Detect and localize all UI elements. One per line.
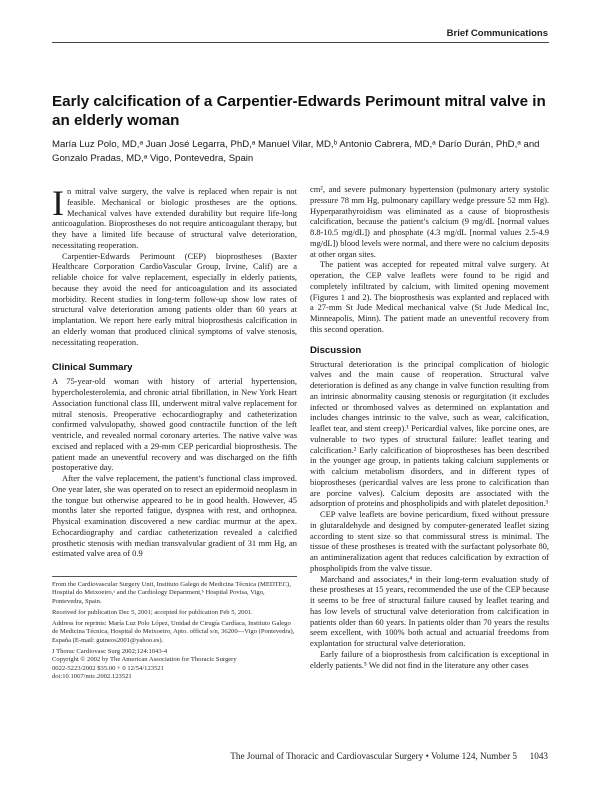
clinical-paragraph-2: After the valve replacement, the patient’s functional class improved. One year later, she was operated on to resect an epidermoid neoplasm in the tongue but otherwise appeared to be in good health. However, 45 months later she reported fatigue, dyspnea with rest, and orthopnea. Physical examination discovered a new cardiac murmur at the apex. Echocardiography and cardiac catheterization revealed a calcified prosthetic stenosis with median transvalvular gradient of 31 mm Hg, an estimated valve area of 0.9 [52,473,297,559]
footnote-journal: J Thorac Cardiovasc Surg 2002;124:1043-4 [52,648,168,656]
footnote-issn: 0022-5223/2002 $35.00 + 0 12/54/123521 [52,664,164,672]
article-title: Early calcification of a Carpentier-Edwards Perimount mitral valve in an elderly woman [52,93,546,129]
intro-paragraph-1-text: n mitral valve surgery, the valve is replaced when repair is not feasible. Mechanical or biologic prostheses are the options. Mechanical valves have extended durability but require life-long anticoagulation. Bioprostheses do not require anticoagulant therapy, but they have a limited life because of structural valve deterioration, necessitating reoperation. [52,186,297,250]
page-footer [230,751,548,761]
intro-paragraph-1 [52,183,297,251]
discussion-paragraph-3: Marchand and associates,⁴ in their long-term evaluation study of these prostheses at 15 years, recommended the use of the CEP because it seems to be free of structural failure caused by leaflet tearing and has low levels of structural valve deterioration from calcification in patients older than 60 years. In patients older than 70 years the results seem excellent, with 100% both actual and actuarial freedoms from explantation for structural valve deterioration. [310,573,549,648]
section-label: Brief Communications [446,28,548,39]
footnote-doi: doi:10.1067/mtc.2002.123521 [52,672,132,680]
clinical-continuation: cm², and severe pulmonary hypertension (pulmonary artery systolic pressure 78 mm Hg, pulmonary capillary wedge pressure 52 mm Hg). Hyperparathyroidism was eliminated as a cause of bioprosthesis calcification, because the patient’s calcium (9 mg/dL [normal values 8.8-10.5 mg/dL]) and phosphate (4.3 mg/dL [normal values 2.5-4.9 mg/dL]) blood levels were normal, and there were no calcium deposits at other organ sites. [310,184,549,259]
author-list: María Luz Polo, MD,ᵃ Juan José Legarra, PhD,ᵃ Manuel Vilar, MD,ᵇ Antonio Cabrera, MD,ᵃ Darío Durán, PhD,ᵃ and Gonzalo Pradas, MD,ᵃ Vigo, Pontevedra, Spain [52,139,540,164]
footnote-reprints: Address for reprints: María Luz Polo López, Unidad de Cirugía Cardíaca, Instituto Galego de Medicina Técnica, Hospital do Meixoeiro, Apto. official s/n, 36200—Vigo (Pontevedra), España (E-mail: guineos2001@yahoo.es). [52,620,295,644]
discussion-paragraph-4: Early failure of a bioprosthesis from calcification is exceptional in elderly patients.⁵ We did not find in the literature any other cases [310,648,549,670]
footnote-affiliation: From the Cardiovascular Surgery Unit, Instituto Galego de Medicina Técnica (MEDTEC), Hospital do Meixoeiro,ᵃ and the Cardiology Department,ᵇ Hospital Povisa, Vigo, Pontevedra, Spain. [52,581,291,605]
left-column [52,183,297,559]
clinical-paragraph-3: The patient was accepted for repeated mitral valve surgery. At operation, the CEP valve leaflets were found to be rigid and completely infiltrated by calcium, with limited opening movement (Figures 1 and 2). The bioprosthesis was explanted and replaced with a 27-mm St Jude Medical mechanical valve (St Jude Medical Inc, Minneapolis, Minn). The patient made an uneventful recovery from this second operation. [310,259,549,334]
footer-journal-name: The Journal of Thoracic and Cardiovascular Surgery [230,751,424,761]
footnote-divider [52,576,297,577]
intro-paragraph-2: Carpentier-Edwards Perimount (CEP) bioprostheses (Baxter Healthcare Corporation CardioVascular Group, Irvine, Calif) are a reliable choice for valve replacement, especially in elderly patients, because they avoid the need for anticoagulation and its associated morbidity. Recent studies in long-term follow-up show low rates of structural valve deterioration among patients older than 60 years at implantation. We report here early mitral bioprosthesis calcification in an elderly woman that produced clinical symptoms of valve stenosis, necessitating reoperation. [52,250,297,347]
page-number: 1043 [529,751,548,761]
footer-volume: Volume 124, Number 5 [430,751,518,761]
article-footnotes [52,581,297,681]
discussion-heading: Discussion [310,344,362,356]
clinical-paragraph-1: A 75-year-old woman with history of arterial hypertension, hypercholesterolemia, and chronic atrial fibrillation, in New York Heart Association functional class III, underwent mitral valve replacement for mitral stenosis. Preoperative echocardiography and catheterization confirmed valvulopathy, showed good contractile function of the left ventricle, and revealed normal coronary arteries. The native valve was excised and replaced with a 29-mm CEP pericardial bioprosthesis. The patient made an uneventful recovery and was discharged on the fifth postoperative day. [52,376,297,473]
right-column [310,184,549,670]
drop-cap: I [52,183,64,223]
header-divider [52,42,549,43]
footnote-copyright: Copyright © 2002 by The American Association for Thoracic Surgery [52,656,237,664]
footnote-received: Received for publication Dec 5, 2001; accepted for publication Feb 5, 2001. [52,608,253,616]
footer-bullet: • [425,751,431,761]
discussion-paragraph-2: CEP valve leaflets are bovine pericardium, fixed without pressure in glutaraldehyde and designed by computer-generated leaflet sizing according to stent size so that commissural stress is minimal. The tissue of these prostheses is treated with the surfactant polysorbate 80, an antimineralization agent that reduces calcification by extraction of phospholipids from the valve tissue. [310,509,549,573]
clinical-summary-heading: Clinical Summary [52,362,133,374]
discussion-paragraph-1: Structural deterioration is the principal complication of biologic valves and the main cause of reoperation. Structural valve deterioration is defined as any change in valve function resulting from an intrinsic abnormality causing stenosis or regurgitation (it excludes infected or thrombosed valves as determined on explantation and includes changes intrinsic to the valve, such as wear, calcification, leaflet tear, and stent creep).¹ Pericardial valves, like porcine ones, are vulnerable to two types of structural failure: leaflet tearing and calcification.² Early calcification of bioprostheses has been described in the younger age group, in patients taking calcium supplements or with calcium metabolism disorders, and in different types of bioprostheses (pericardial valves are less prone to calcification than are porcine valves). Calcium deposits are associated with the adsorption of proteins and phospholipids and with platelet deposition.³ [310,358,549,509]
